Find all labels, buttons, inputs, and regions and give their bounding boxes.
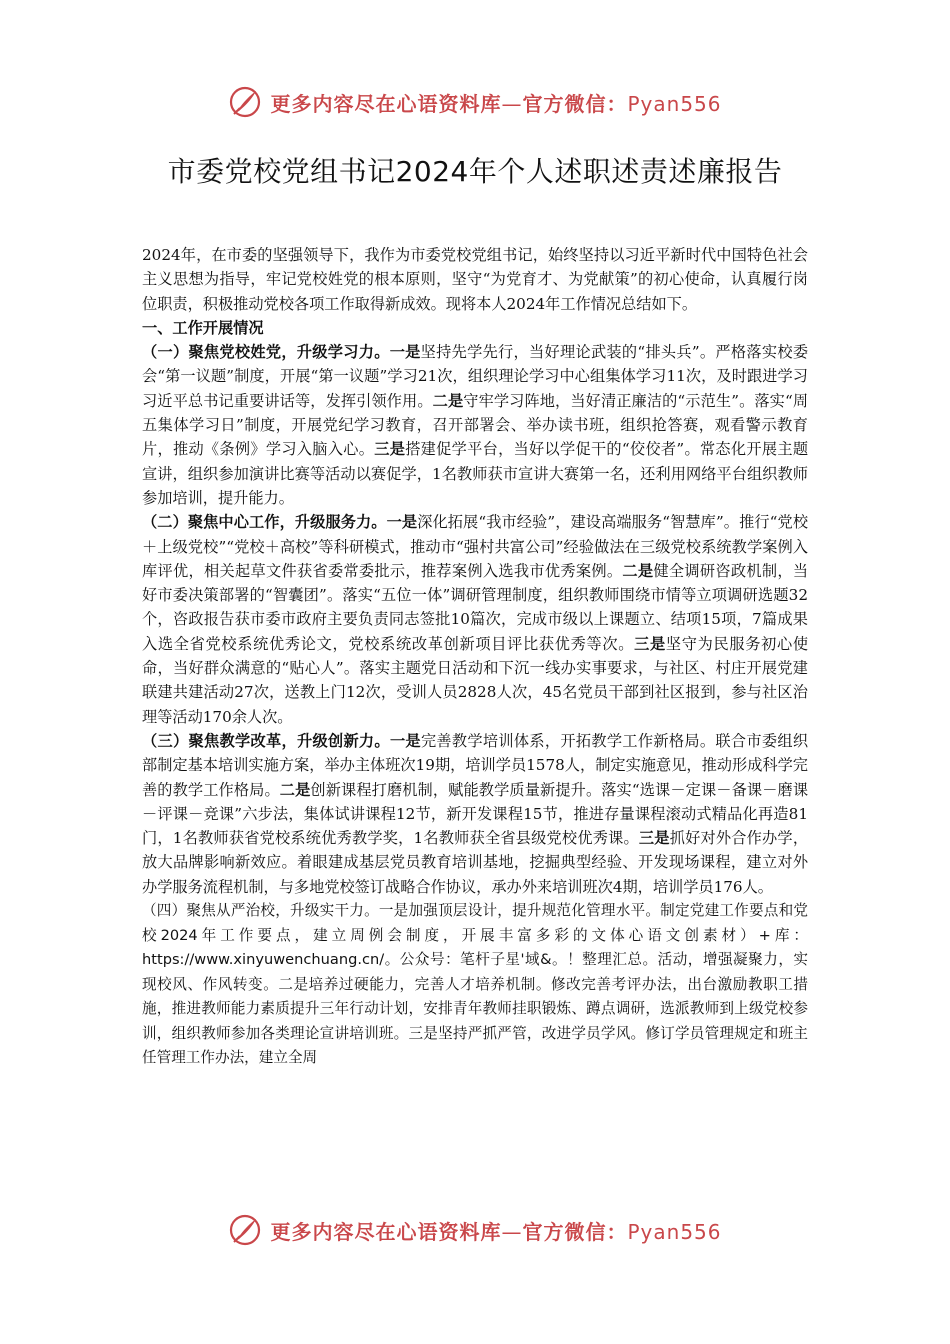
paragraph-lead: （三）聚焦教学改革，升级创新力。 <box>142 731 390 750</box>
paragraph-text: 搭建促学平台，当好以学促干的“佼佼者”。常态化开展主题宣讲，组织参加演讲比赛等活动以赛促学，1名教师获市宣讲大赛第一名，还利用网络平台组织教师参加培训，提升能力。 <box>142 440 809 507</box>
keyword: 一是 <box>386 513 418 532</box>
keyword: 一是 <box>389 731 421 750</box>
section-heading: 一、工作开展情况 <box>142 318 264 337</box>
quill-logo-icon <box>228 85 262 119</box>
paragraph-text: 守牢学习阵地，当好清正廉洁的“示范生”。落实“周五集体学习日”制度，开展党纪学习教育，召开部署会、举办读书班，组织抢答赛，观看警示教育片，推动《条例》学习入脑入心。 <box>142 391 809 459</box>
watermark-text: 更多内容尽在心语资料库—官方微信：Pyan556 <box>270 1219 722 1244</box>
paragraph-text: 创新课程打磨机制，赋能教学质量新提升。落实“选课－定课－备课－磨课－评课－竞课”六步法，集体试讲课程12节，新开发课程15节，推进存量课程滚动式精品化再造81门，1名教师获省党校系统优秀教学奖，1名教师获全省县级党校优秀课。 <box>142 780 809 848</box>
paragraph-text: 深化拓展“我市经验”，建设高端服务“智慧库”。推行“党校＋上级党校”“党校＋高校”等科研模式，推动市“强村共富公司”经验做法在三级党校系统教学案例入库评优，相关起草文件获省委常委批示，推荐案例入选我市优秀案例。 <box>142 513 809 580</box>
footer-watermark <box>0 1208 950 1252</box>
header-watermark <box>0 80 950 124</box>
paragraph-text: 坚持先学先行，当好理论武装的“排头兵”。严格落实校委会“第一议题”制度，开展“第一议题”学习21次，组织理论学习中心组集体学习11次，及时跟进学习习近平总书记重要讲话等，发挥引领作用。 <box>142 343 809 410</box>
document-title: 市委党校党组书记2024年个人述职述责述廉报告 <box>167 155 783 188</box>
paragraph-1 <box>142 340 808 510</box>
keyword: 二是 <box>279 780 311 799</box>
paragraph-4: （四）聚焦从严治校，升级实干力。一是加强顶层设计，提升规范化管理水平。制定党建工作要点和党校2024年工作要点，建立周例会制度，开展丰富多彩的文体心语文创素材）+库：https://www.xinyuwenchuang.cn/。公众号：笔杆子星'域&。！整理汇总。活动，增强凝聚力，实现校风、作风转变。二是培养过硬能力，完善人才培养机制。修改完善考评办法，出台激励教职工措施，推进教师能力素质提升三年行动计划，安排青年教师挂职锻炼、蹲点调研，选派教师到上级党校参训，组织教师参加各类理论宣讲培训班。三是坚持严抓严管，改进学员学风。修订学员管理规定和班主任管理工作办法，建立全周 <box>142 902 808 1067</box>
paragraph-text: 健全调研咨政机制，当好市委决策部署的“智囊团”。落实“五位一体”调研管理制度，组织教师围绕市情等立项调研选题32个，咨政报告获市委市政府主要负责同志签批10篇次，完成市级以上课题立、结项15项，7篇成果入选全省党校系统优秀论文，党校系统改革创新项目评比获优秀等次。 <box>142 561 809 653</box>
keyword: 三是 <box>638 829 670 848</box>
paragraph-text: 完善教学培训体系，开拓教学工作新格局。联合市委组织部制定基本培训实施方案，举办主体班次19期，培训学员1578人，制定实施意见，推动形成科学完善的教学工作格局。 <box>142 731 809 799</box>
paragraph-2 <box>142 510 808 729</box>
keyword: 一是 <box>389 343 421 362</box>
quill-logo-icon <box>228 1213 262 1247</box>
keyword: 三是 <box>374 440 406 459</box>
keyword: 二是 <box>432 391 464 410</box>
paragraph-text: 抓好对外合作办学，放大品牌影响新效应。着眼建成基层党员教育培训基地，挖掘典型经验、开发现场课程，建立对外办学服务流程机制，与多地党校签订战略合作协议，承办外来培训班次4期，培训学员176人。 <box>142 829 809 896</box>
watermark-text: 更多内容尽在心语资料库—官方微信：Pyan556 <box>270 91 722 116</box>
paragraph-3 <box>142 729 808 899</box>
keyword: 三是 <box>634 634 666 653</box>
keyword: 二是 <box>622 561 654 580</box>
paragraph-lead: （二）聚焦中心工作，升级服务力。 <box>142 513 387 532</box>
paragraph-lead: （一）聚焦党校姓党，升级学习力。 <box>142 343 390 362</box>
intro-paragraph: 2024年，在市委的坚强领导下，我作为市委党校党组书记，始终坚持以习近平新时代中国特色社会主义思想为指导，牢记党校姓党的根本原则，坚守“为党育才、为党献策”的初心使命，认真履行岗位职责，积极推动党校各项工作取得新成效。现将本人2024年工作情况总结如下。 <box>142 246 808 313</box>
paragraph-text: 坚守为民服务初心使命，当好群众满意的“贴心人”。落实主题党日活动和下沉一线办实事要求，与社区、村庄开展党建联建共建活动27次，送教上门12次，受训人员2828人次，45名党员干部到社区报到，参与社区治理等活动170余人次。 <box>142 634 809 726</box>
document-body <box>142 243 808 1071</box>
